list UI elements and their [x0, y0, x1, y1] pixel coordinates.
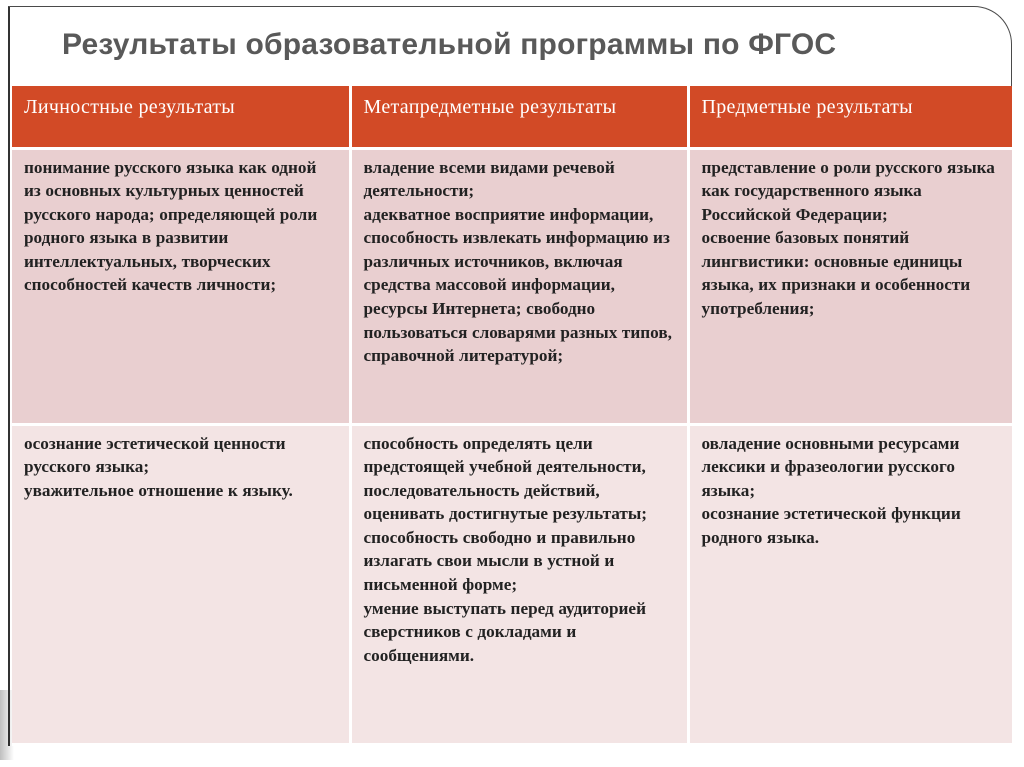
table-row — [12, 148, 1012, 424]
table-cell-personal: осознание эстетической ценности русского языка; уважительное отношение к языку. — [12, 424, 350, 744]
header-subject-results: Предметные результаты — [688, 86, 1012, 148]
table-cell-metasubject: владение всеми видами речевой деятельности; адекватное восприятие информации, способность извлекать информацию из различных источников, включая средства массовой информации, ресурсы Интернета; свободно пользоваться словарями разных типов, справочной литературой; — [350, 148, 688, 424]
header-metasubject-results: Метапредметные результаты — [350, 86, 688, 148]
table-row — [12, 424, 1012, 744]
table-cell-personal: понимание русского языка как одной из основных культурных ценностей русского народа; определяющей роли родного языка в развитии интеллектуальных, творческих способностей качеств личности; — [12, 148, 350, 424]
table-header-row — [12, 86, 1012, 148]
table-cell-subject: овладение основными ресурсами лексики и фразеологии русского языка; осознание эстетической функции родного языка. — [688, 424, 1012, 744]
header-personal-results: Личностные результаты — [12, 86, 350, 148]
slide-title: Результаты образовательной программы по ФГОС — [62, 28, 837, 61]
table-cell-subject: представление о роли русского языка как государственного языка Российской Федерации; освоение базовых понятий лингвистики: основные единицы языка, их признаки и особенности употребления; — [688, 148, 1012, 424]
results-table — [12, 86, 1012, 746]
table-cell-metasubject: способность определять цели предстоящей учебной деятельности, последовательность действий, оценивать достигнутые результаты; способность свободно и правильно излагать свои мысли в устной и письменной форме; умение выступать перед аудиторией сверстников с докладами и сообщениями. — [350, 424, 688, 744]
